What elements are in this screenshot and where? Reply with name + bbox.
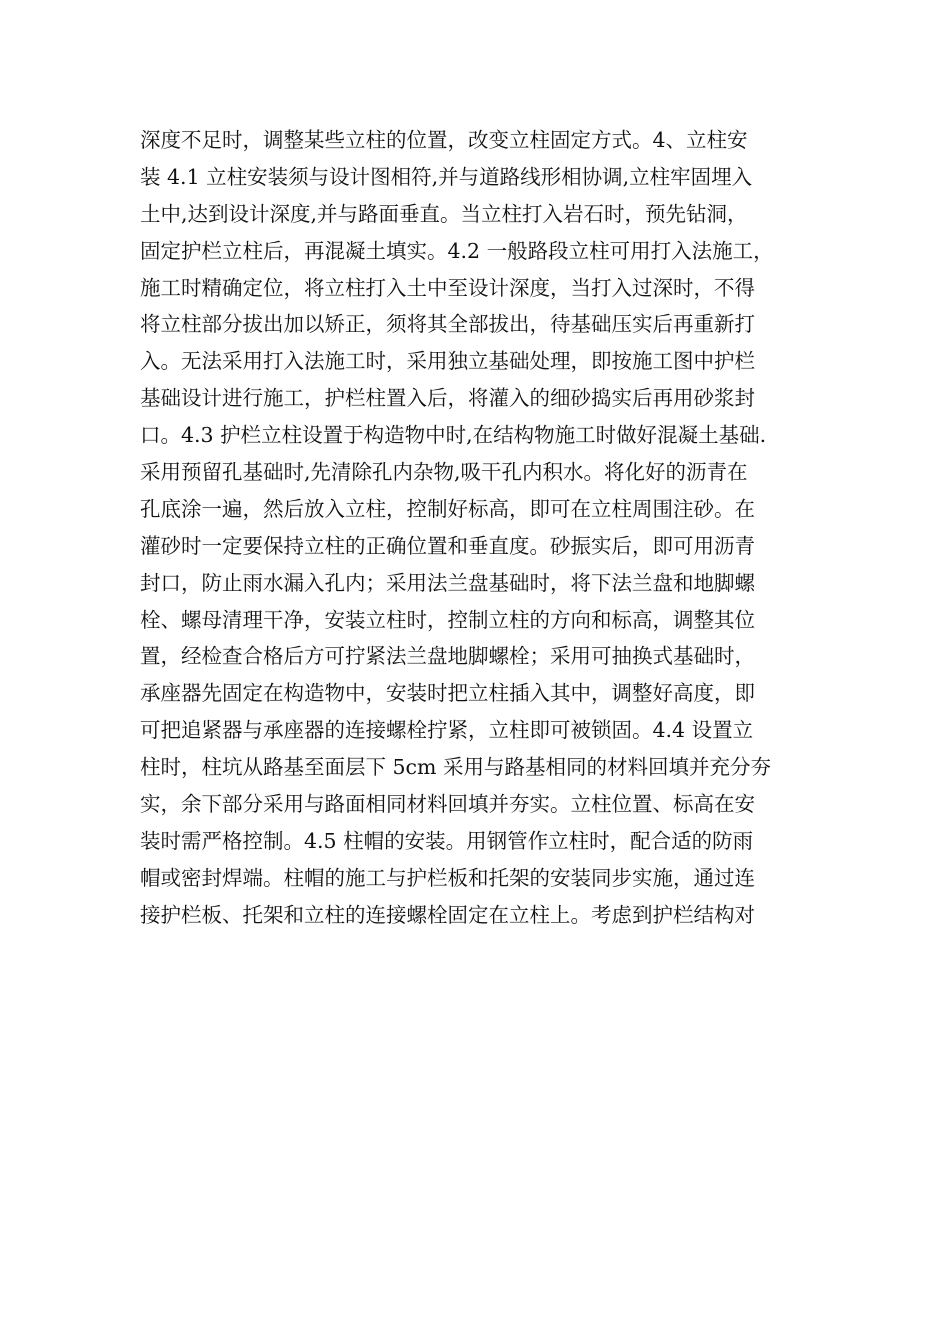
text-line: 柱时，柱坑从路基至面层下 5cm 采用与路基相同的材料回填并充分夯 xyxy=(140,755,771,780)
text-line: 实，余下部分采用与路面相同材料回填并夯实。立柱位置、标高在安 xyxy=(140,792,755,817)
text-line: 装 4.1 立柱安装须与设计图相符,并与道路线形相协调,立柱牢固埋入 xyxy=(140,164,753,189)
text-line: 固定护栏立柱后，再混凝土填实。4.2 一般路段立柱可用打入法施工， xyxy=(140,238,774,263)
text-line: 入。无法采用打入法施工时，采用独立基础处理，即按施工图中护栏 xyxy=(140,349,755,374)
text-line: 基础设计进行施工，护栏柱置入后，将灌入的细砂捣实后再用砂浆封 xyxy=(140,386,755,411)
text-line: 土中,达到设计深度,并与路面垂直。当立柱打入岩石时，预先钻洞， xyxy=(140,201,748,226)
text-line: 承座器先固定在构造物中，安装时把立柱插入其中，调整好高度，即 xyxy=(140,681,755,706)
text-line: 采用预留孔基础时,先清除孔内杂物,吸干孔内积水。将化好的沥青在 xyxy=(140,460,748,485)
text-line: 将立柱部分拔出加以矫正，须将其全部拔出，待基础压实后再重新打 xyxy=(140,312,755,337)
text-line: 口。4.3 护栏立柱设置于构造物中时,在结构物施工时做好混凝土基础. xyxy=(140,423,767,448)
text-line: 可把追紧器与承座器的连接螺栓拧紧，立柱即可被锁固。4.4 设置立 xyxy=(140,718,754,743)
text-line: 灌砂时一定要保持立柱的正确位置和垂直度。砂振实后，即可用沥青 xyxy=(140,533,755,558)
text-line: 帽或密封焊端。柱帽的施工与护栏板和托架的安装同步实施，通过连 xyxy=(140,865,755,890)
text-line: 置，经检查合格后方可拧紧法兰盘地脚螺栓；采用可抽换式基础时， xyxy=(140,644,755,669)
body-text xyxy=(140,122,820,934)
text-line: 施工时精确定位，将立柱打入土中至设计深度，当打入过深时，不得 xyxy=(140,275,755,300)
text-line: 孔底涂一遍，然后放入立柱，控制好标高，即可在立柱周围注砂。在 xyxy=(140,496,755,521)
text-line: 接护栏板、托架和立柱的连接螺栓固定在立柱上。考虑到护栏结构对 xyxy=(140,902,755,927)
text-line: 深度不足时，调整某些立柱的位置，改变立柱固定方式。4、立柱安 xyxy=(140,128,748,152)
text-line: 封口，防止雨水漏入孔内；采用法兰盘基础时，将下法兰盘和地脚螺 xyxy=(140,570,755,595)
text-line: 栓、螺母清理干净，安装立柱时，控制立柱的方向和标高，调整其位 xyxy=(140,607,755,632)
text-line: 装时需严格控制。4.5 柱帽的安装。用钢管作立柱时，配合适的防雨 xyxy=(140,828,754,853)
